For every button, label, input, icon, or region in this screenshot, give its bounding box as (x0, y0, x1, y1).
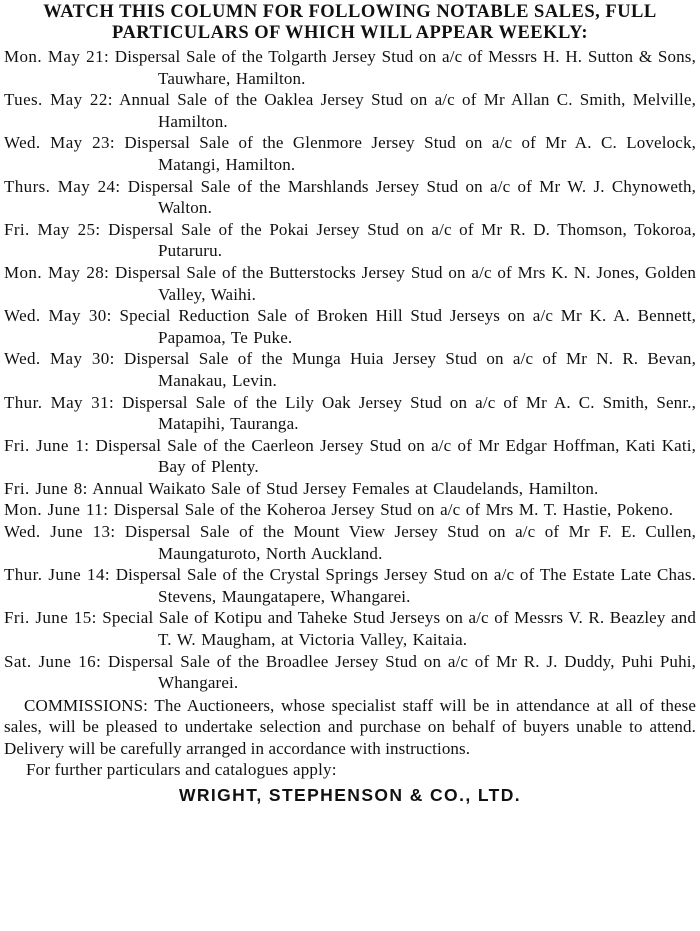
sale-description: Dispersal Sale of the Tolgarth Jersey Stud on a/c of Messrs H. H. Sutton & Sons, Tauwhare, Hamilton. (114, 47, 696, 88)
sale-date: Wed. May 23: (4, 133, 116, 153)
sale-entry (4, 348, 696, 391)
sale-entry (4, 499, 696, 521)
sale-entry (4, 392, 696, 435)
sale-date: Fri. June 8: (4, 478, 88, 498)
sale-date: Sat. June 16: (4, 651, 102, 671)
sale-entry (4, 132, 696, 175)
sale-description: Dispersal Sale of the Marshlands Jersey Stud on a/c of Mr W. J. Chynoweth, Walton. (127, 176, 696, 218)
heading-line-1: WATCH THIS COLUMN FOR FOLLOWING NOTABLE SALES, FULL (43, 2, 657, 22)
sales-list (4, 46, 696, 694)
heading-line-2: PARTICULARS OF WHICH WILL APPEAR WEEKLY: (112, 23, 588, 43)
firm-name: WRIGHT, STEPHENSON & CO., LTD. (178, 784, 522, 805)
sale-date: Wed. June 13: (4, 522, 116, 542)
sale-description: Dispersal Sale of the Broadlee Jersey Stud on a/c of Mr R. J. Duddy, Puhi Puhi, Whangarei. (107, 651, 697, 693)
sale-entry (4, 89, 696, 132)
sale-description: Dispersal Sale of the Caerleon Jersey Stud on a/c of Mr Edgar Hoffman, Kati Kati, Bay of Plenty. (95, 435, 696, 477)
sale-entry (4, 478, 696, 500)
sale-description: Annual Sale of the Oaklea Jersey Stud on a/c of Mr Allan C. Smith, Melville, Hamilton. (119, 90, 696, 131)
sale-date: Thur. May 31: (4, 392, 115, 412)
apply-line: For further particulars and catalogues apply: (26, 760, 337, 780)
sale-description: Annual Waikato Sale of Stud Jersey Females at Claudelands, Hamilton. (92, 478, 599, 498)
sale-entry (4, 219, 696, 262)
sale-entry (4, 607, 696, 650)
sale-date: Fri. June 1: (4, 435, 90, 455)
sale-entry (4, 435, 696, 478)
sale-date: Mon. May 21: (4, 47, 110, 66)
sale-description: Special Reduction Sale of Broken Hill Stud Jerseys on a/c Mr K. A. Bennett, Papamoa, Te Puke. (119, 306, 696, 347)
sale-date: Fri. June 15: (4, 608, 97, 628)
sale-description: Dispersal Sale of the Crystal Springs Jersey Stud on a/c of The Estate Late Chas. Stevens, Maungatapere, Whangarei. (115, 565, 696, 606)
sale-entry (4, 651, 696, 694)
sale-date: Thur. June 14: (4, 565, 110, 585)
sale-description: Dispersal Sale of the Butterstocks Jersey Stud on a/c of Mrs K. N. Jones, Golden Valley, Waihi. (115, 262, 696, 304)
sale-entry (4, 46, 696, 89)
sale-date: Mon. June 11: (4, 500, 109, 520)
sale-entry (4, 521, 696, 564)
sale-entry (4, 305, 696, 348)
commissions-paragraph: COMMISSIONS: The Auctioneers, whose specialist staff will be in attendance at all of these sales, will be pleased to undertake selection and purchase on behalf of buyers unable to attend. Delivery will be carefully arranged in accordance with instructions. (4, 695, 696, 758)
sale-date: Fri. May 25: (4, 219, 101, 239)
sale-entry (4, 176, 696, 219)
sale-description: Dispersal Sale of the Glenmore Jersey Stud on a/c of Mr A. C. Lovelock, Matangi, Hamilton. (124, 133, 696, 174)
sale-description: Special Sale of Kotipu and Taheke Stud Jerseys on a/c of Messrs V. R. Beazley and T. W. Maugham, at Victoria Valley, Kaitaia. (102, 608, 696, 650)
sale-entry (4, 262, 696, 305)
sale-date: Wed. May 30: (4, 349, 115, 369)
sale-description: Dispersal Sale of the Mount View Jersey Stud on a/c of Mr F. E. Cullen, Maungaturoto, North Auckland. (124, 522, 696, 563)
sale-entry (4, 564, 696, 607)
sale-description: Dispersal Sale of the Pokai Jersey Stud on a/c of Mr R. D. Thomson, Tokoroa, Putaruru. (108, 219, 697, 261)
sale-date: Tues. May 22: (4, 90, 113, 110)
heading (4, 2, 696, 44)
sale-description: Dispersal Sale of the Munga Huia Jersey Stud on a/c of Mr N. R. Bevan, Manakau, Levin. (123, 349, 696, 390)
sale-description: Dispersal Sale of the Lily Oak Jersey Stud on a/c of Mr A. C. Smith, Senr., Matapihi, Tauranga. (122, 392, 696, 434)
sale-date: Mon. May 28: (4, 262, 110, 282)
sale-description: Dispersal Sale of the Koheroa Jersey Stud on a/c of Mrs M. T. Hastie, Pokeno. (113, 500, 674, 520)
sale-date: Thurs. May 24: (4, 176, 121, 196)
sale-date: Wed. May 30: (4, 306, 112, 326)
